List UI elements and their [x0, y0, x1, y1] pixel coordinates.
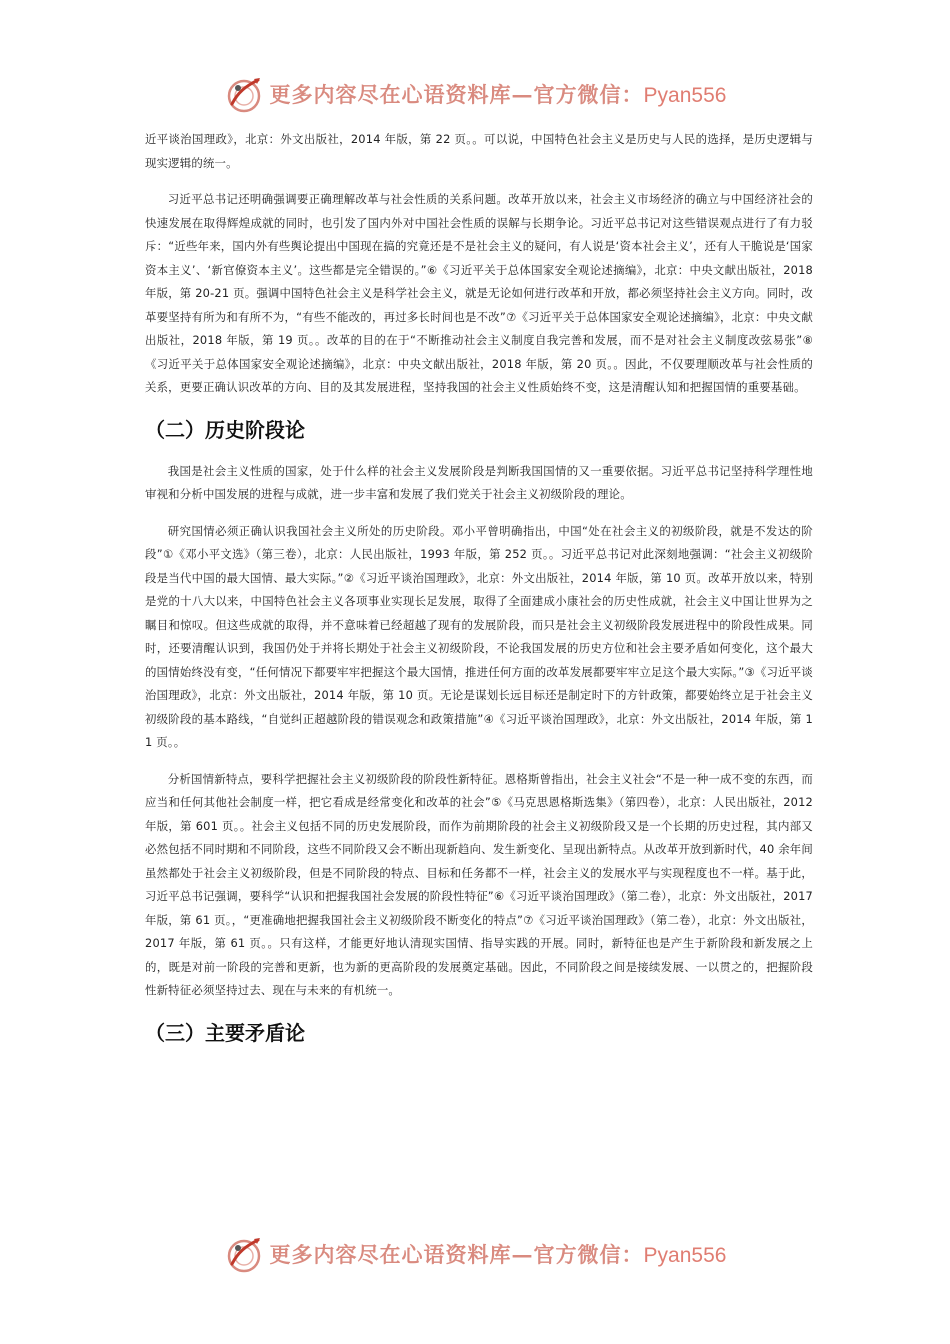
section-heading-history-stage: （二）历史阶段论: [145, 417, 305, 442]
watermark-handle: Pyan556: [643, 84, 727, 107]
watermark-logo-icon: [224, 1234, 264, 1274]
watermark-logo-icon: [224, 74, 264, 114]
section-heading-main-contradiction: （三）主要矛盾论: [145, 1020, 305, 1045]
paragraph-5: 分析国情新特点，要科学把握社会主义初级阶段的阶段性新特征。恩格斯曾指出，社会主义社会“不是一种一成不变的东西，而应当和任何其他社会制度一样，把它看成是经常变化和改革的社会”⑤《马克思恩格斯选集》（第四卷），北京：人民出版社，2012 年版，第 601 页。。社会主义包括不同的历史发展阶段，而作为前期阶段的社会主义初级阶段又是一个长期的历史过程，其内部又必然包括不同时期和不同阶段，这些不同阶段又会不断出现新趋向、发生新变化、呈现出新特点。从改革开放到新时代，40 余年间虽然都处于社会主义初级阶段，但是不同阶段的特点、目标和任务都不一样，社会主义的发展水平与实现程度也不一样。基于此，习近平总书记强调，要科学“认识和把握我国社会发展的阶段性特征”⑥《习近平谈治国理政》（第二卷），北京：外文出版社，2017 年版，第 61 页。，“更准确地把握我国社会主义初级阶段不断变化的特点”⑦《习近平谈治国理政》（第二卷），北京：外文出版社，2017 年版，第 61 页。。只有这样，才能更好地认清现实国情、指导实践的开展。同时，新特征也是产生于新阶段和新发展之上的，既是对前一阶段的完善和更新，也为新的更高阶段的发展奠定基础。因此，不同阶段之间是接续发展、一以贯之的，把握阶段性新特征必须坚持过去、现在与未来的有机统一。: [145, 771, 813, 997]
watermark-text: [270, 79, 727, 109]
paragraph-4: 研究国情必须正确认识我国社会主义所处的历史阶段。邓小平曾明确指出，中国“处在社会主义的初级阶段，就是不发达的阶段”①《邓小平文选》（第三卷），北京：人民出版社，1993 年版，第 252 页。。习近平总书记对此深刻地强调：“社会主义初级阶段是当代中国的最大国情、最大实际。”②《习近平谈治国理政》，北京：外文出版社，2014 年版，第 10 页。改革开放以来，特别是党的十八大以来，中国特色社会主义各项事业实现长足发展，取得了全面建成小康社会的历史性成就，社会主义中国让世界为之瞩目和惊叹。但这些成就的取得，并不意味着已经超越了现有的发展阶段，而只是社会主义初级阶段发展进程中的阶段性成果。同时，还要清醒认识到，我国仍处于并将长期处于社会主义初级阶段，不论我国发展的历史方位和社会主要矛盾如何变化，这个最大的国情始终没有变，“任何情况下都要牢牢把握这个最大国情，推进任何方面的改革发展都要牢牢立足这个最大实际。”③《习近平谈治国理政》，北京：外文出版社，2014 年版，第 10 页。无论是谋划长远目标还是制定时下的方针政策，都要始终立足于社会主义初级阶段的基本路线，“自觉纠正超越阶段的错误观念和政策措施”④《习近平谈治国理政》，北京：外文出版社，2014 年版，第 11 页。。: [145, 523, 813, 749]
watermark-text: [270, 1239, 727, 1269]
watermark-handle: Pyan556: [643, 1244, 727, 1267]
paragraph-3: 我国是社会主义性质的国家，处于什么样的社会主义发展阶段是判断我国国情的又一重要依据。习近平总书记坚持科学理性地审视和分析中国发展的进程与成就，进一步丰富和发展了我们党关于社会主义初级阶段的理论。: [145, 463, 813, 501]
watermark-label: 更多内容尽在心语资料库—官方微信：: [269, 82, 644, 107]
document-body: [145, 128, 813, 1063]
watermark-label: 更多内容尽在心语资料库—官方微信：: [269, 1242, 644, 1267]
paragraph-2: 习近平总书记还明确强调要正确理解改革与社会性质的关系问题。改革开放以来，社会主义市场经济的确立与中国经济社会的快速发展在取得辉煌成就的同时，也引发了国内外对中国社会性质的误解与长期争论。习近平总书记对这些错误观点进行了有力驳斥：“近些年来，国内外有些舆论提出中国现在搞的究竟还是不是社会主义的疑问，有人说是‘资本社会主义’，还有人干脆说是‘国家资本主义’、‘新官僚资本主义’。这些都是完全错误的。”⑥《习近平关于总体国家安全观论述摘编》，北京：中央文献出版社，2018 年版，第 20-21 页。强调中国特色社会主义是科学社会主义，就是无论如何进行改革和开放，都必须坚持社会主义方向。同时，改革要坚持有所为和有所不为，“有些不能改的，再过多长时间也是不改”⑦《习近平关于总体国家安全观论述摘编》，北京：中央文献出版社，2018 年版，第 19 页。。改革的目的在于“不断推动社会主义制度自我完善和发展，而不是对社会主义制度改弦易张”⑧《习近平关于总体国家安全观论述摘编》，北京：中央文献出版社，2018 年版，第 20 页。。因此，不仅要理顺改革与社会性质的关系，更要正确认识改革的方向、目的及其发展进程，坚持我国的社会主义性质始终不变，这是清醒认知和把握国情的重要基础。: [145, 192, 813, 394]
watermark-banner-bottom: [0, 1232, 950, 1276]
paragraph-1: 近平谈治国理政》，北京：外文出版社，2014 年版，第 22 页。。可以说，中国特色社会主义是历史与人民的选择，是历史逻辑与现实逻辑的统一。: [145, 132, 813, 170]
watermark-banner-top: [0, 72, 950, 116]
